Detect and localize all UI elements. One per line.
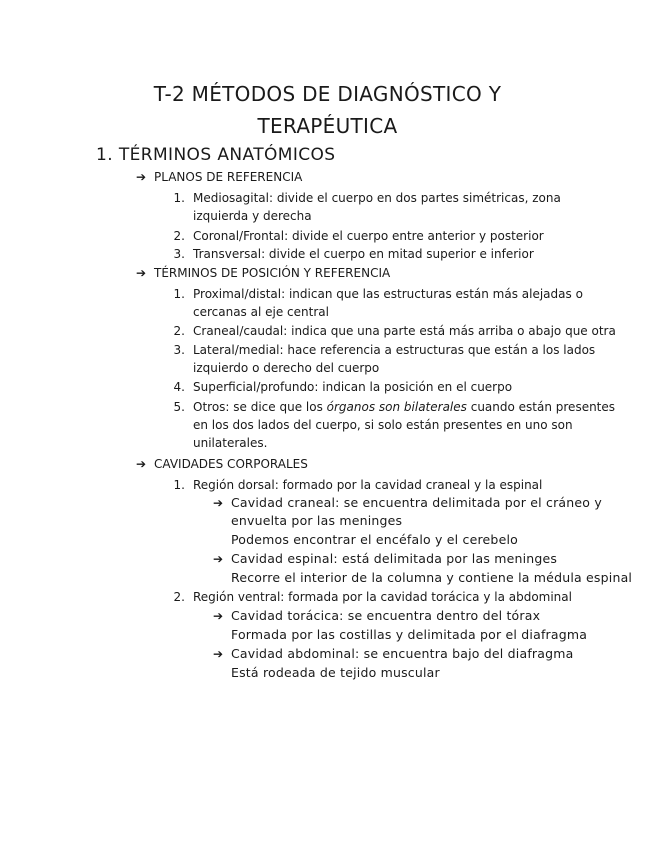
list-item-text: Coronal/Frontal: divide el cuerpo entre anterior y posterior — [193, 229, 544, 243]
list-item-text: Región ventral: formada por la cavidad torácica y la abdominal — [193, 590, 572, 604]
list-item-text: Craneal/caudal: indica que una parte está más arriba o abajo que otra — [193, 324, 616, 338]
arrow-icon: ➔ — [136, 170, 147, 184]
arrow-icon: ➔ — [136, 266, 147, 280]
list-number: 1. — [173, 287, 185, 301]
list-number: 2. — [173, 229, 185, 243]
list-item-text: izquierda y derecha — [193, 209, 312, 223]
sub-item-text: Formada por las costillas y delimitada por el diafragma — [231, 627, 588, 642]
list-number: 1. — [173, 478, 185, 492]
sub-item-text: Cavidad espinal: está delimitada por las meninges — [231, 551, 558, 566]
document-title-line-1: T-2 MÉTODOS DE DIAGNÓSTICO Y — [153, 82, 502, 106]
list-number: 2. — [173, 590, 185, 604]
list-item-text: Lateral/medial: hace referencia a estructuras que están a los lados — [193, 343, 596, 357]
list-item-text: unilaterales. — [193, 436, 268, 450]
list-number: 2. — [173, 324, 185, 338]
list-item-text: Proximal/distal: indican que las estructuras están más alejadas o — [193, 287, 583, 301]
list-item-text: cercanas al eje central — [193, 305, 329, 319]
emphasis-text: órganos son bilaterales — [326, 400, 467, 414]
sub-item-text: envuelta por las meninges — [231, 513, 403, 528]
sub-item-text: Podemos encontrar el encéfalo y el cerebelo — [231, 532, 518, 547]
sub-item-text: Está rodeada de tejido muscular — [231, 665, 440, 680]
list-number: 3. — [173, 247, 185, 261]
list-item-text: Superficial/profundo: indican la posición en el cuerpo — [193, 380, 513, 394]
section-heading: 1. TÉRMINOS ANATÓMICOS — [96, 145, 336, 165]
sub-item-text: Cavidad craneal: se encuentra delimitada por el cráneo y — [231, 495, 602, 510]
arrow-icon: ➔ — [213, 552, 224, 566]
sub-item-text: Recorre el interior de la columna y contiene la médula espinal — [231, 570, 633, 585]
list-number: 5. — [173, 400, 185, 414]
list-item-text: en los dos lados del cuerpo, si solo están presentes en uno son — [193, 418, 573, 432]
arrow-icon: ➔ — [136, 457, 147, 471]
list-number: 1. — [173, 191, 185, 205]
list-item-text: Otros: se dice que los órganos son bilaterales cuando están presentes — [193, 400, 616, 414]
arrow-icon: ➔ — [213, 647, 224, 661]
subsection-heading-planos: PLANOS DE REFERENCIA — [154, 170, 303, 184]
list-number: 3. — [173, 343, 185, 357]
list-item-text: Transversal: divide el cuerpo en mitad superior e inferior — [193, 247, 534, 261]
list-item-text: Mediosagital: divide el cuerpo en dos partes simétricas, zona — [193, 191, 561, 205]
arrow-icon: ➔ — [213, 609, 224, 623]
subsection-heading-terminos: TÉRMINOS DE POSICIÓN Y REFERENCIA — [154, 266, 391, 280]
list-number: 4. — [173, 380, 185, 394]
sub-item-text: Cavidad abdominal: se encuentra bajo del diafragma — [231, 646, 574, 661]
sub-item-text: Cavidad torácica: se encuentra dentro del tórax — [231, 608, 541, 623]
list-item-text: Región dorsal: formado por la cavidad craneal y la espinal — [193, 478, 543, 492]
list-item-text: izquierdo o derecho del cuerpo — [193, 361, 380, 375]
document-title-line-2: TERAPÉUTICA — [257, 114, 398, 138]
subsection-heading-cavidades: CAVIDADES CORPORALES — [154, 457, 308, 471]
arrow-icon: ➔ — [213, 496, 224, 510]
